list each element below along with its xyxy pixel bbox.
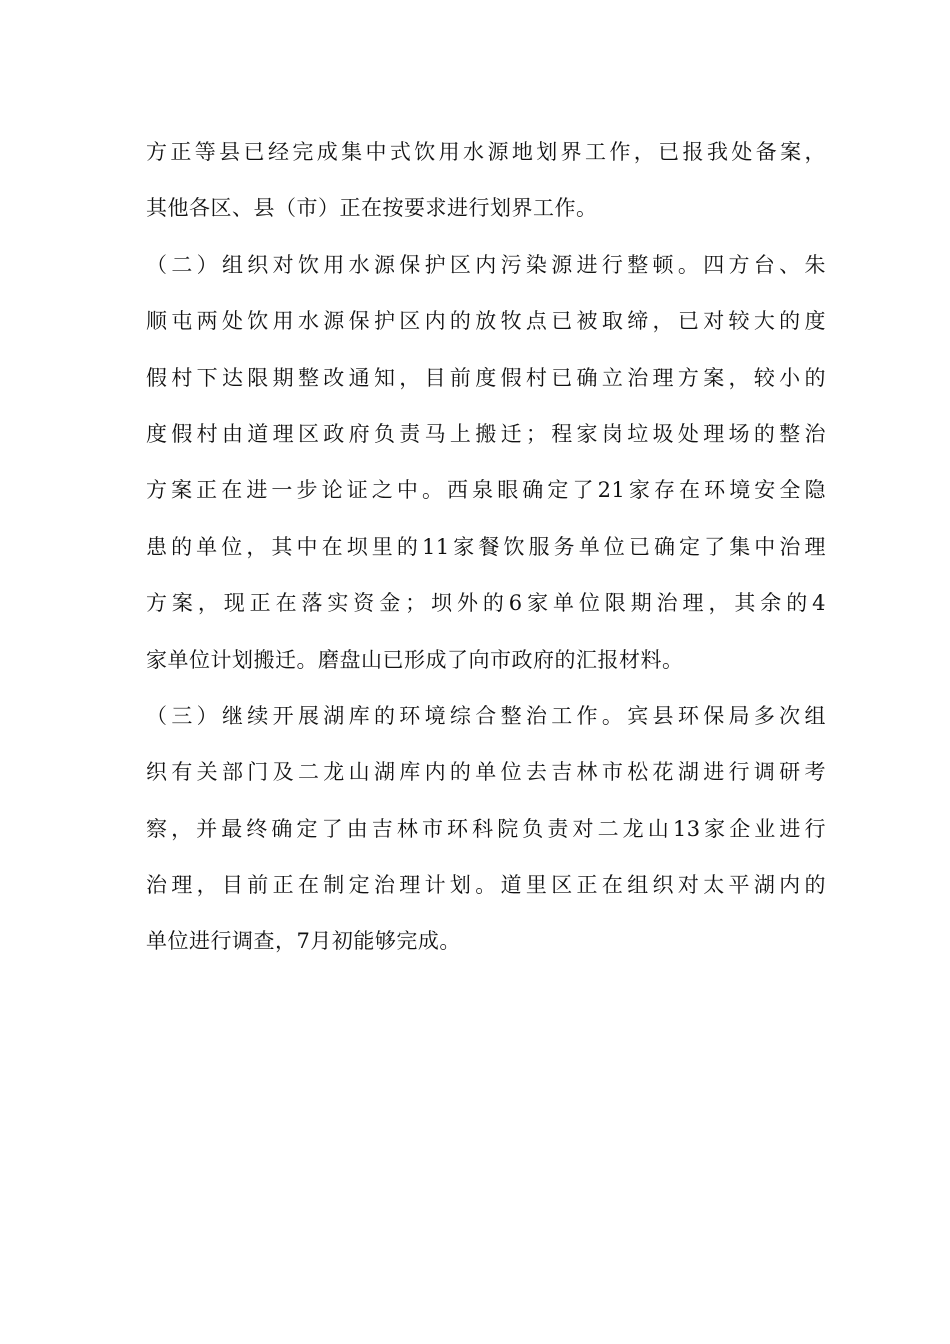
text-line: 患的单位，其中在坝里的11家餐饮服务单位已确定了集中治理	[146, 534, 826, 559]
text-line: 度假村由道理区政府负责马上搬迁；程家岗垃圾处理场的整治	[146, 421, 826, 446]
text-line: 方案，现正在落实资金；坝外的6家单位限期治理，其余的4	[146, 591, 826, 616]
text-line: 假村下达限期整改通知，目前度假村已确立治理方案，较小的	[146, 365, 826, 390]
text-line: （三）继续开展湖库的环境综合整治工作。宾县环保局多次组	[146, 703, 826, 728]
text-line: 察，并最终确定了由吉林市环科院负责对二龙山13家企业进行	[146, 816, 826, 841]
text-line: 方案正在进一步论证之中。西泉眼确定了21家存在环境安全隐	[146, 478, 826, 503]
text-line: 其他各区、县（市）正在按要求进行划界工作。	[146, 196, 598, 221]
body-text	[146, 124, 826, 970]
text-line: 方正等县已经完成集中式饮用水源地划界工作，已报我处备案，	[146, 140, 826, 164]
text-line: 单位进行调查，7月初能够完成。	[146, 929, 461, 954]
text-line: 家单位计划搬迁。磨盘山已形成了向市政府的汇报材料。	[146, 647, 684, 672]
text-line: 治理，目前正在制定治理计划。道里区正在组织对太平湖内的	[146, 873, 826, 898]
text-line: 织有关部门及二龙山湖库内的单位去吉林市松花湖进行调研考	[146, 760, 826, 785]
text-line: 顺屯两处饮用水源保护区内的放牧点已被取缔，已对较大的度	[146, 309, 826, 334]
text-line: （二）组织对饮用水源保护区内污染源进行整顿。四方台、朱	[146, 252, 826, 277]
